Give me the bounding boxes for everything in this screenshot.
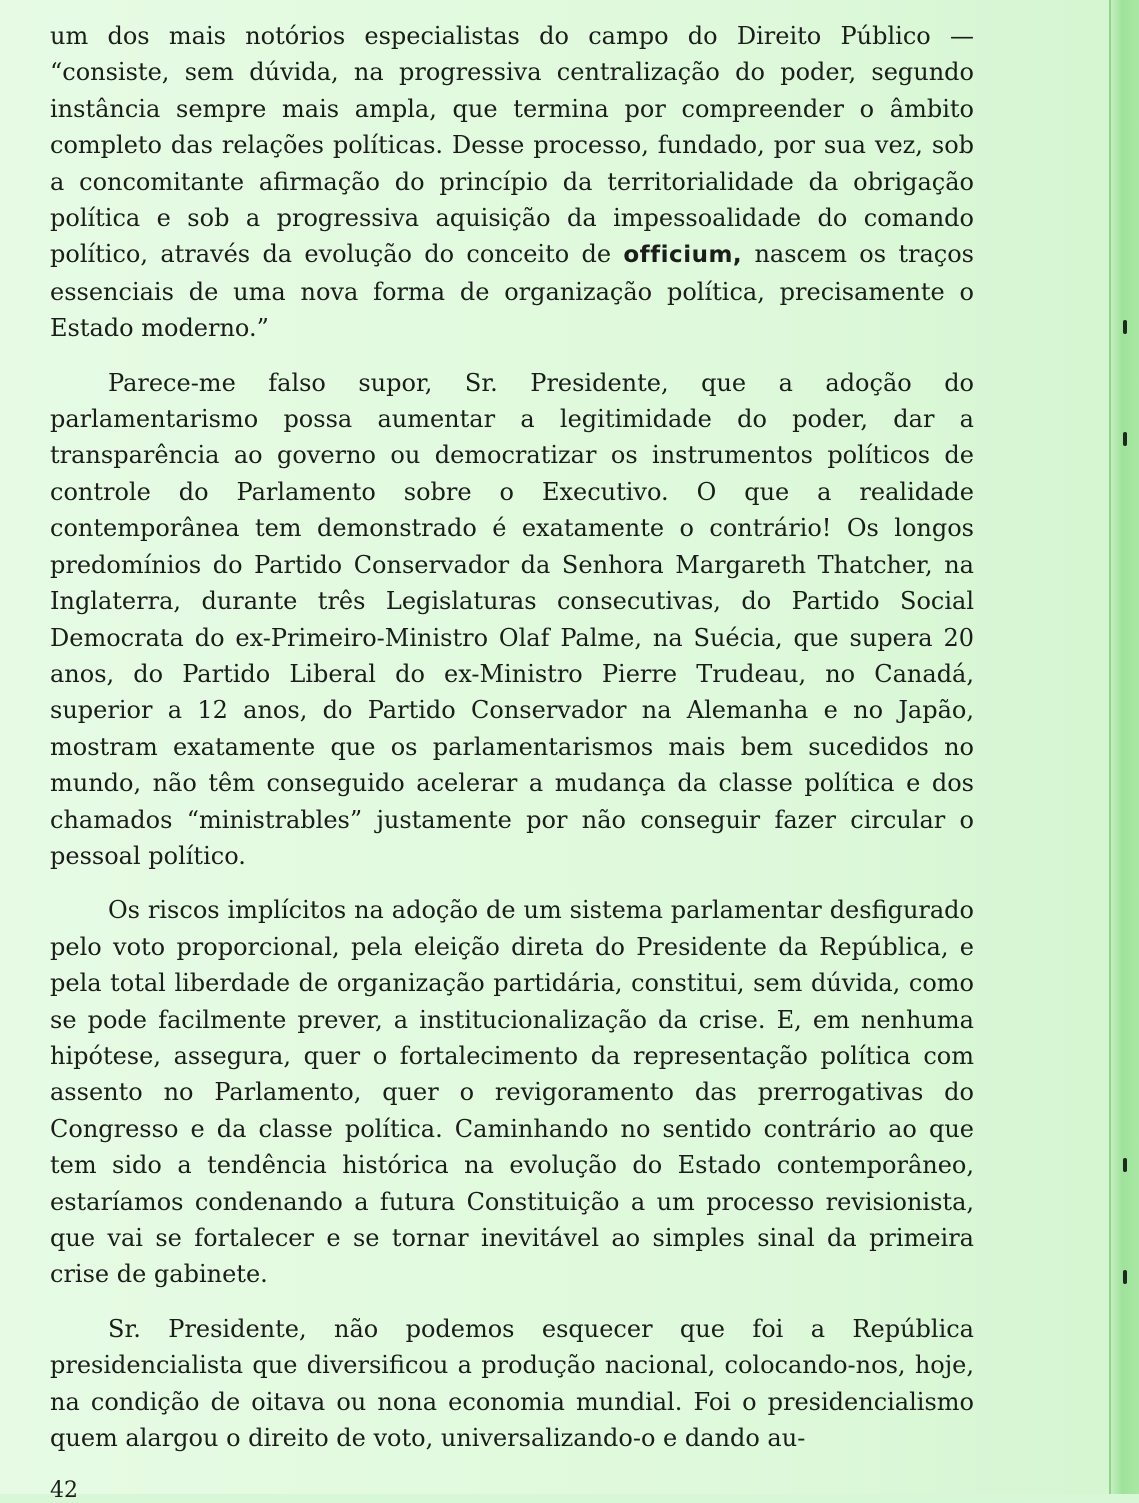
gutter-mark [1123,320,1127,334]
paragraph-1-text-before: um dos mais notórios especialistas do campo do Direito Público — “consiste, sem dúvida, na progressiva centralização do poder, segundo instância sempre mais ampla, que termina por compreender o âmbito completo das relações políticas. Desse processo, fundado, por sua vez, sob a concomitante afirmação do princípio da territorialidade da obrigação política e sob a progressiva aquisição da impessoalidade do comando político, através da evolução do conceito de [50,22,974,269]
gutter-mark [1123,432,1127,446]
paragraph-4: Sr. Presidente, não podemos esquecer que foi a República presidencialista que diversificou a produção nacional, colocando-nos, hoje, na condição de oitava ou nona economia mundial. Foi o presidencialismo quem alargou o direito de voto, universalizando-o e dando au- [50,1314,974,1453]
paragraph-2: Parece-me falso supor, Sr. Presidente, que a adoção do parlamentarismo possa aumentar a legitimidade do poder, dar a transparência ao governo ou democratizar os instrumentos políticos de controle do Parlamento sobre o Executivo. O que a realidade contemporânea tem demonstrado é exatamente o contrário! Os longos predomínios do Partido Conservador da Senhora Margareth Thatcher, na Inglaterra, durante três Legislaturas consecutivas, do Partido Social Democrata do ex-Primeiro-Ministro Olaf Palme, na Suécia, que supera 20 anos, do Partido Liberal do ex-Ministro Pierre Trudeau, no Canadá, superior a 12 anos, do Partido Conservador na Alemanha e no Japão, mostram exatamente que os parlamentarismos mais bem sucedidos no mundo, não têm conseguido acelerar a mudança da classe política e dos chamados “ministrables” justamente por não conseguir fazer circular o pessoal político. [50,368,974,870]
paragraph-gap [50,874,974,892]
page-number: 42 [50,1478,78,1503]
paragraph-3: Os riscos implícitos na adoção de um sistema parlamentar desfigurado pelo voto proporcional, pela eleição direta do Presidente da República, e pela total liberdade de organização partidária, constitui, sem dúvida, como se pode facilmente prever, a institucionalização da crise. E, em nenhuma hipótese, assegura, quer o fortalecimento da representação política com assento no Parlamento, quer o revigoramento das prerrogativas do Congresso e da classe política. Caminhando no sentido contrário ao que tem sido a tendência histórica na evolução do Estado contemporâneo, estaríamos condenando a futura Constituição a um processo revisionista, que vai se fortalecer e se tornar inevitável ao simples sinal da primeira crise de gabinete. [50,896,974,1289]
gutter-mark [1123,1158,1127,1172]
paragraph-1-text-after: nascem os traços essenciais de uma nova forma de organização política, precisamente o Estado moderno.” [50,240,974,343]
document-body [50,18,974,1456]
page-gutter [1109,0,1139,1494]
gutter-mark [1123,1270,1127,1284]
paragraph-1 [50,18,974,347]
paragraph-gap [50,1293,974,1311]
officium-term: officium, [623,242,743,269]
paragraph-gap [50,347,974,365]
